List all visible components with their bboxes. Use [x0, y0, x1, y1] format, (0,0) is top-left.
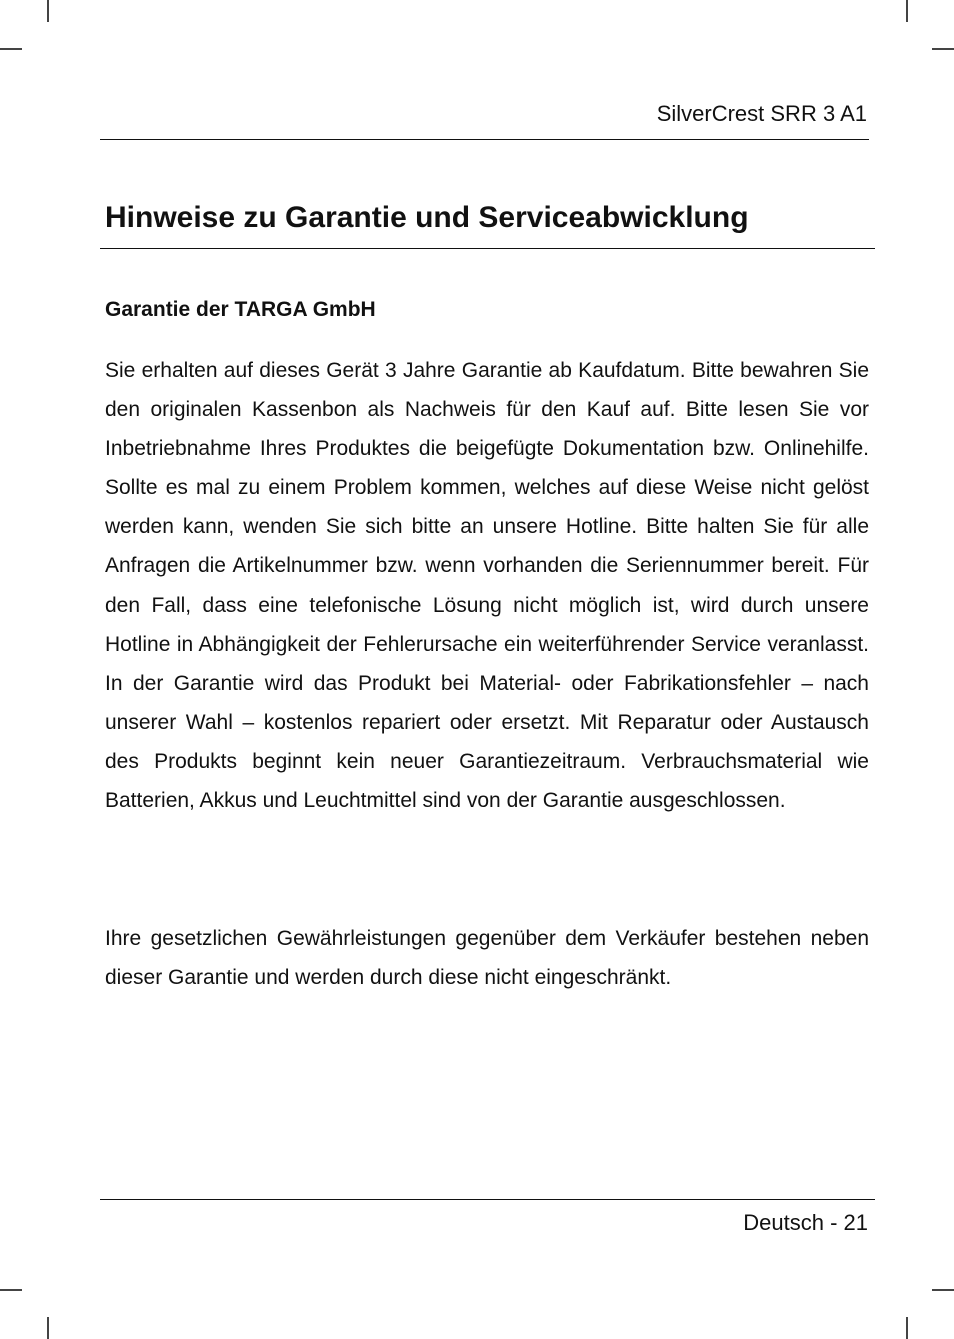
title-rule	[100, 248, 875, 249]
crop-mark-top-right	[932, 48, 954, 50]
crop-mark-bottom-right	[932, 1289, 954, 1291]
footer-language: Deutsch	[743, 1210, 824, 1235]
crop-mark-top-right	[906, 0, 908, 22]
paragraph-warranty: Sie erhalten auf dieses Gerät 3 Jahre Garantie ab Kaufdatum. Bitte bewahren Sie den originalen Kassenbon als Nachweis für den Kauf auf. Bitte lesen Sie vor Inbetriebnahme Ihres Produktes die beigefügte Dokumentation bzw. Onlinehilfe. Sollte es mal zu einem Problem kommen, welches auf diese Weise nicht gelöst werden kann, wenden Sie sich bitte an unsere Hotline. Bitte halten Sie für alle Anfragen die Artikelnummer bzw. wenn vorhanden die Seriennummer bereit. Für den Fall, dass eine telefonische Lösung nicht möglich ist, wird durch unsere Hotline in Abhängigkeit der Fehlerursache ein weiterführender Service veranlasst. In der Garantie wird das Produkt bei Material- oder Fabrikationsfehler – nach unserer Wahl – kostenlos repariert oder ersetzt. Mit Reparatur oder Austausch des Produkts beginnt kein neuer Garantiezeitraum. Verbrauchsmaterial wie Batterien, Akkus und Leuchtmittel sind von der Garantie ausgeschlossen.	[105, 359, 869, 813]
crop-mark-top-left	[0, 48, 22, 50]
header-rule	[100, 139, 869, 140]
crop-mark-top-left	[47, 0, 49, 22]
footer-separator: -	[823, 1210, 844, 1235]
crop-mark-bottom-right	[906, 1317, 908, 1339]
section-subtitle: Garantie der TARGA GmbH	[105, 298, 376, 321]
page-title: Hinweise zu Garantie und Serviceabwicklung	[105, 201, 749, 234]
page-number: 21	[843, 1210, 868, 1235]
crop-mark-bottom-left	[47, 1317, 49, 1339]
footer	[743, 1208, 868, 1238]
footer-rule	[100, 1199, 875, 1200]
header-product-name: SilverCrest SRR 3 A1	[656, 101, 867, 126]
crop-mark-bottom-left	[0, 1289, 22, 1291]
paragraph-statutory-rights: Ihre gesetzlichen Gewährleistungen gegenüber dem Verkäufer bestehen neben dieser Garantie und werden durch diese nicht eingeschränkt.	[105, 927, 869, 990]
